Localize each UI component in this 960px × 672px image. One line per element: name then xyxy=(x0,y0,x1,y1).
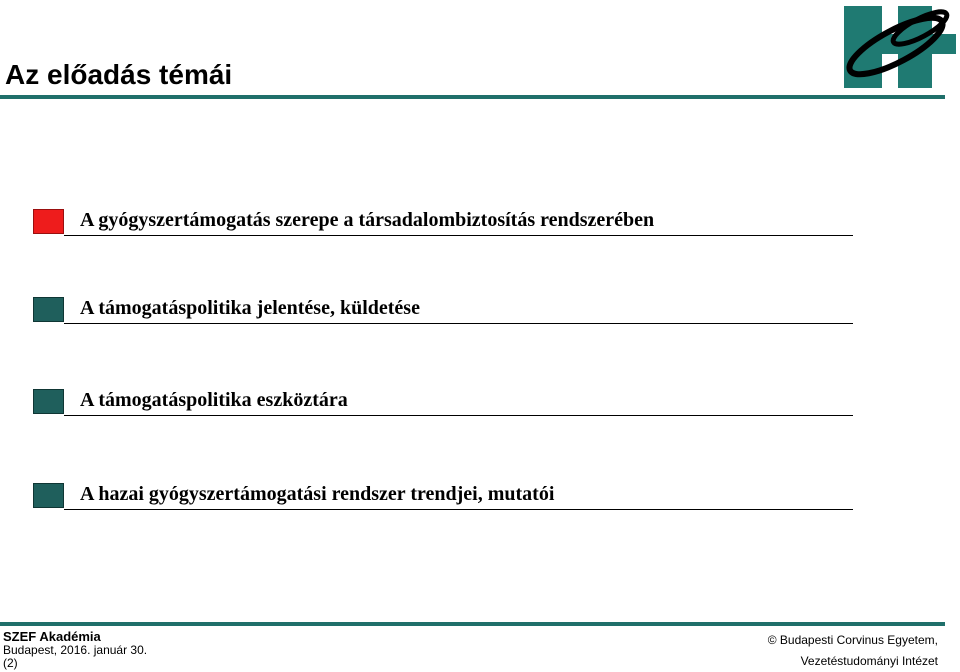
agenda-marker xyxy=(33,297,64,322)
footer-copyright-line1: © Budapesti Corvinus Egyetem, xyxy=(767,633,938,647)
page-number: (2) xyxy=(3,656,18,670)
agenda-marker-active xyxy=(33,209,64,234)
footer-copyright-line2: Vezetéstudományi Intézet xyxy=(800,654,938,668)
agenda-item-label: A támogatáspolitika eszköztára xyxy=(80,389,348,411)
university-emblem-logo xyxy=(836,4,960,90)
agenda-item-3 xyxy=(33,386,853,416)
agenda-item-4 xyxy=(33,480,853,510)
agenda-item-1 xyxy=(33,206,853,236)
agenda-item-label: A támogatáspolitika jelentése, küldetése xyxy=(80,297,420,319)
agenda-marker xyxy=(33,389,64,414)
agenda-item-underline xyxy=(64,415,853,416)
footer-date: Budapest, 2016. január 30. xyxy=(3,643,148,657)
agenda-item-underline xyxy=(64,235,853,236)
agenda-item-label: A hazai gyógyszertámogatási rendszer trendjei, mutatói xyxy=(80,483,555,505)
agenda-item-label: A gyógyszertámogatás szerepe a társadalombiztosítás rendszerében xyxy=(80,209,655,231)
slide-title: Az előadás témái xyxy=(5,59,233,90)
footer-left xyxy=(3,630,147,670)
agenda-item-underline xyxy=(64,509,853,510)
agenda-marker xyxy=(33,483,64,508)
title-divider xyxy=(0,95,945,99)
footer-divider xyxy=(0,622,945,626)
footer-right xyxy=(768,630,938,672)
footer-organization: SZEF Akadémia xyxy=(3,629,101,644)
agenda-item-2 xyxy=(33,294,853,324)
agenda-item-underline xyxy=(64,323,853,324)
